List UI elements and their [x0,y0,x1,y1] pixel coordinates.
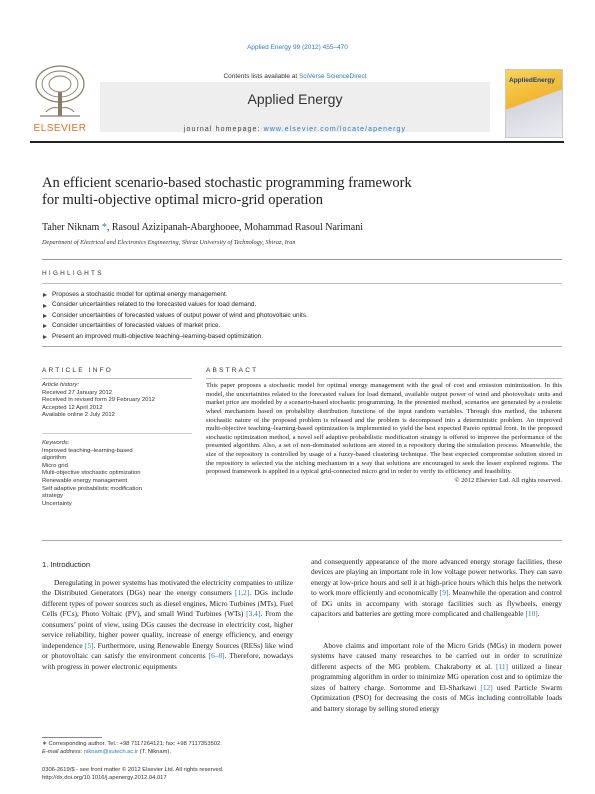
tree-logo-icon [32,62,88,120]
body-text: used Particle Swarm Optimization (PSO) for decreasing the costs of MGs including controllable loads and battery storage by selling stored energy [311,682,562,713]
body-text: . From the consumers’ point of view, using DGs causes the decrease in electricity cost, higher service reliability, higher power quality, increase of energy efficiency, and energy independence [42,609,294,650]
body-text: . Therefore, nowadays with progress in power electronic equipments [42,651,293,671]
abstract-end-rule [42,540,562,541]
intro-left-column [42,578,293,672]
journal-citation[interactable]: Applied Energy 99 (2012) 455–470 [247,44,348,51]
body-text: . DGs include different types of power sources such as diesel engines, Micro Turbines (MTs), Fuel Cells (FCs), Photo Voltaic (PV), and small Wind Turbines (WTs) [42,588,293,619]
highlights-list [42,290,562,342]
cover-title: AppliedEnergy [509,77,555,84]
affiliation: Department of Electrical and Electronics Engineering, Shiraz University of Technology, Shiraz, Iran [42,239,296,246]
article-info-heading: ARTICLE INFO [42,367,114,374]
abstract-copyright: © 2012 Elsevier Ltd. All rights reserved. [454,476,562,484]
email-link[interactable]: niknam@sutech.ac.ir [83,749,139,755]
triangle-bullet-icon [43,324,47,328]
list-item: Consider uncertainties related to the forecasted values for load demand. [42,300,562,310]
contents-line: Contents lists available at SciVerse ScienceDirect [223,73,367,80]
triangle-bullet-icon [43,335,47,339]
list-item: Consider uncertainties of forecasted values of market price. [42,321,562,331]
triangle-bullet-icon [43,293,47,297]
elsevier-wordmark: ELSEVIER [33,123,87,134]
list-item: Present an improved multi-objective teaching–learning-based optimization. [42,332,562,342]
body-text: and consequently appearance of the more advanced energy storage facilities, these devices are playing an important role in low voltage power networks. They can save energy at low-price hours and sell it at high-price hours which this helps the network to work more efficiently and economically [311,557,562,598]
intro-right-paragraph-1 [311,557,562,620]
highlights-subrule [42,283,562,284]
body-text: . [537,609,540,619]
body-text: . Furthermore, using Renewable Energy Sources (RESs) like wind or photovoltaic can satisfy the environment concerns [42,640,293,661]
triangle-bullet-icon [43,304,47,308]
reference-link[interactable]: [6–8] [208,651,225,661]
keywords: Keywords: Improved teaching–learning-based algorithm Micro grid Multi-objective stochastic optimization Renewable energy management Self adaptive probabilistic modification strategy Uncertainty [42,440,142,507]
reference-link[interactable]: [12] [480,682,493,692]
header-rule [30,141,564,143]
list-item: Consider uncertainties of forecasted values of output power of wind and photovoltaic units. [42,311,562,321]
body-text: utilized a linear programming algorithm in order to minimize MG operation cost and to optimize the sizes of battery charge. Sortomme and El-Sharkawi [311,661,563,692]
abstract-subrule [206,378,562,379]
sciencedirect-link[interactable]: SciVerse ScienceDirect [298,73,367,80]
reference-link[interactable]: [11] [495,661,508,671]
triangle-bullet-icon [43,314,47,318]
abstract-text: This paper proposes a stochastic model for optimal energy management with the goal of cost and emission minimization. In this model, the uncertainties related to the forecasted values for load demand, available output power of wind and photovoltaic units and market price are modeled by a scenario-based stochastic programming. In the presented method, scenarios are generated by a roulette wheel mechanism based on probability distribution functions of the input random variables. Through this method, the inherent stochastic nature of the proposed problem is released and the problem is decomposed into a deterministic problem. An improved multi-objective teaching–learning-based optimization is implemented to yield the best expected Pareto optimal front. In the proposed stochastic optimization method, a novel self adaptive probabilistic modification strategy is offered to improve the performance of the presented algorithm. Also, a set of non-dominated solutions are stored in a repository during the simulation process. Meanwhile, the size of the repository is controlled by usage of a fuzzy-based clustering technique. The best expected compromise solution stored in the repository is selected via the niching mechanism in a way that solutions are encouraged to seek the lesser explored regions. The proposed framework is applied in a typical grid-connected micro grid in order to verify its efficiency and feasibility. © 2012 Elsevier Ltd. All rights reserved. [206,382,562,484]
journal-name: Applied Energy [247,91,343,107]
highlights-heading: HIGHLIGHTS [42,270,104,277]
corresponding-author-mark[interactable]: * [99,222,107,233]
journal-homepage-link[interactable]: www.elsevier.com/locate/apenergy [263,126,407,133]
list-item: Proposes a stochastic model for optimal energy management. [42,290,562,300]
reference-link[interactable]: [1,2] [235,588,250,598]
footnote: ∗ Corresponding author. Tel.: +98 7117264121; fax: +98 7117353502. E-mail address: niknam@sutech.ac.ir (T. Niknam). [42,741,222,755]
section-heading: 1. Introduction [42,560,91,569]
footnote-rule [42,737,102,738]
abstract-heading: ABSTRACT [206,367,259,374]
body-text: . Meanwhile the operation and control of DG units in accompany with storage facilities such as flywheels, energy capacitors and batteries are getting more complicated and challengeable [311,588,562,619]
reference-link[interactable]: [10] [525,609,538,619]
highlights-rule [42,259,562,260]
intro-right-paragraph-2 [311,641,562,714]
header-band [100,82,490,132]
coauthor-names: , Rasoul Azizipanah-Abarghooee, Mohammad Rasoul Narimani [106,222,363,233]
issn-line: 0306-2619/$ - see front matter © 2012 Elsevier Ltd. All rights reserved. [42,767,224,773]
article-title: An efficient scenario-based stochastic programming framework for multi-objective optimal micro-grid operation [42,175,412,208]
reference-link[interactable]: [5] [84,640,94,650]
info-rule [42,346,562,347]
journal-homepage: journal homepage: www.elsevier.com/locate/apenergy [183,126,407,133]
author-list [42,222,363,233]
reference-link[interactable]: [3,4] [246,609,261,619]
body-text: Deregulating in power systems has motivated the electricity companies to utilize the Distributed Generators (DGs) near the energy consumers [42,578,293,598]
body-text: Above claims and important role of the Micro Grids (MGs) in modern power systems have caused many researches to be carried out in order to scrutinize different aspects of the MG problem. Chakraborty et al. [311,641,562,671]
article-info-subrule [42,378,192,379]
doi-link[interactable]: http://dx.doi.org/10.1016/j.apenergy.2012.04.017 [42,775,167,781]
reference-link[interactable]: [9] [439,588,449,598]
article-history: Article history: Received 27 January 2012 Received in revised form 29 February 2012 Accepted 12 April 2012 Available online 2 July 2012 [42,382,155,419]
author-name: Taher Niknam [42,222,100,233]
history-divider [42,433,192,434]
